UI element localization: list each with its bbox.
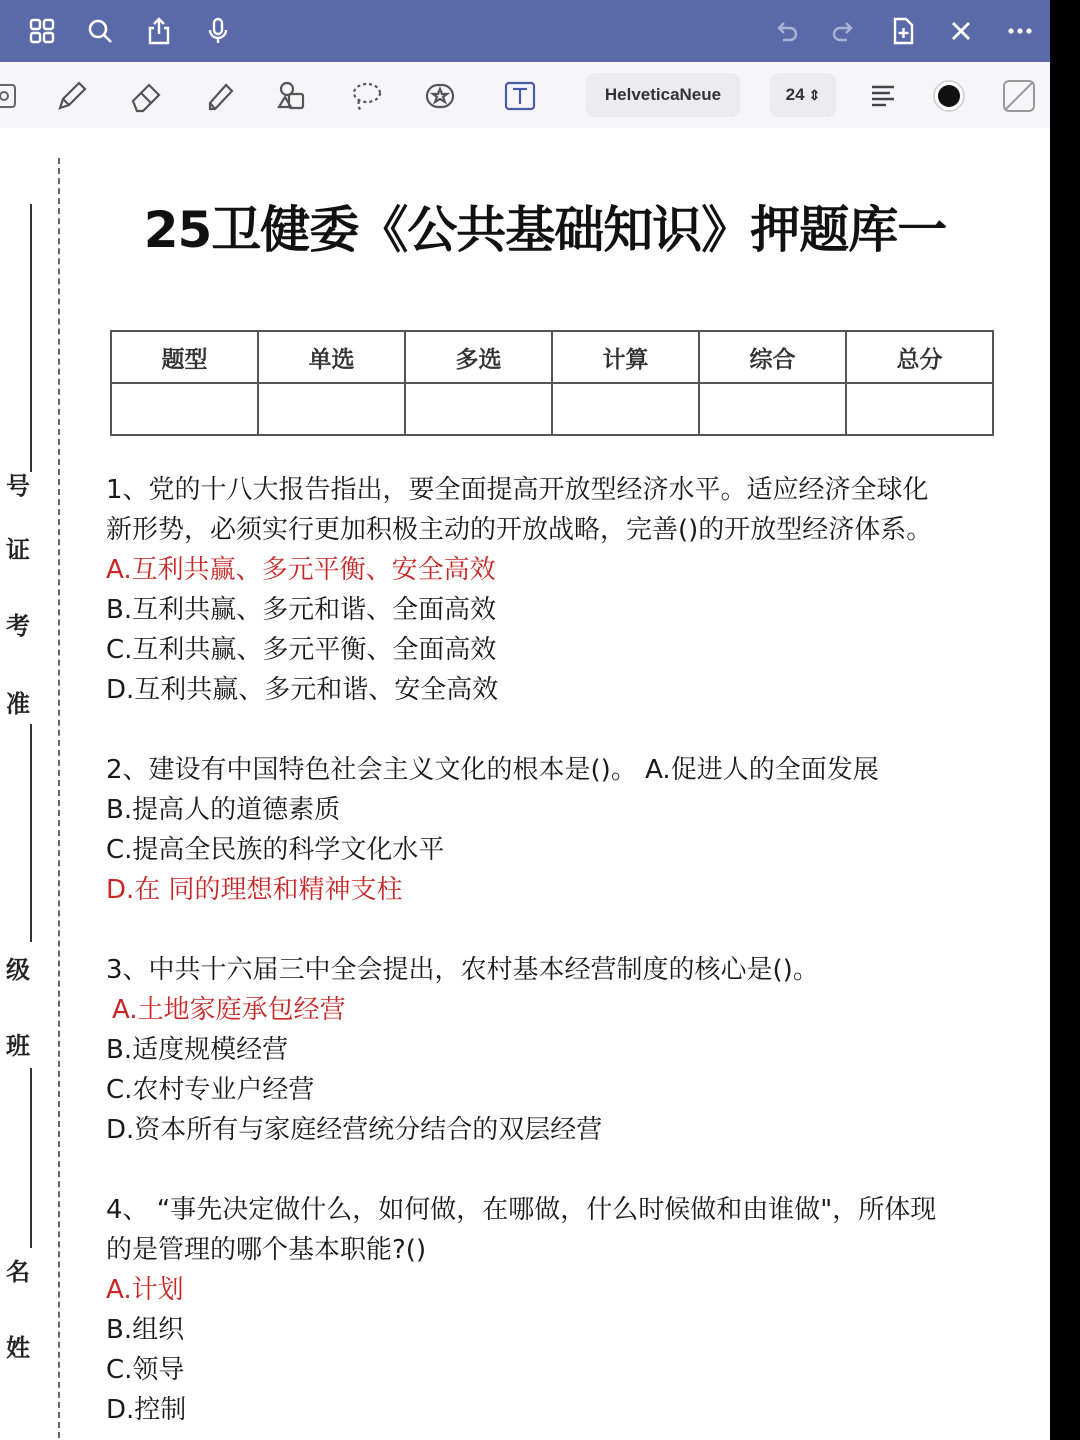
- redo-icon[interactable]: [826, 13, 862, 49]
- pen-tool-icon[interactable]: [50, 74, 94, 118]
- question-text: 1、党的十八大报告指出，要全面提高开放型经济水平。适应经济全球化: [106, 475, 929, 505]
- margin-label: 准: [6, 689, 30, 718]
- share-icon[interactable]: [141, 13, 177, 49]
- question-text: 2、建设有中国特色社会主义文化的根本是()。 A.促进人的全面发展: [106, 755, 879, 785]
- margin-rule: [30, 1068, 32, 1248]
- document-title: 25卫健委《公共基础知识》押题库一: [143, 201, 947, 259]
- score-header-cell: 综合: [699, 331, 846, 383]
- question-list: [106, 470, 1026, 1440]
- option: B.适度规模经营: [106, 1035, 289, 1065]
- score-value-cell[interactable]: [699, 383, 846, 435]
- microphone-icon[interactable]: [200, 13, 236, 49]
- option: C.领导: [106, 1355, 185, 1385]
- question-2: [106, 750, 1026, 910]
- top-bar: [0, 0, 1050, 62]
- add-page-icon[interactable]: [885, 13, 921, 49]
- option: C.农村专业户经营: [106, 1075, 315, 1105]
- score-header-cell: 总分: [846, 331, 993, 383]
- undo-icon[interactable]: [768, 13, 804, 49]
- tool-bar: [0, 62, 1050, 129]
- score-table-value-row: [111, 383, 993, 435]
- question-text: 3、中共十六届三中全会提出，农村基本经营制度的核心是()。: [106, 955, 819, 985]
- eraser-tool-icon[interactable]: [124, 74, 168, 118]
- option: D.控制: [106, 1395, 187, 1425]
- option: C.互利共赢、多元平衡、全面高效: [106, 635, 497, 665]
- lasso-tool-icon[interactable]: [344, 74, 388, 118]
- margin-label: 级: [6, 955, 30, 984]
- font-size-value: 24: [785, 85, 805, 104]
- margin-rule: [30, 724, 32, 942]
- score-value-cell[interactable]: [552, 383, 699, 435]
- option-correct: D.在 同的理想和精神支柱: [106, 875, 403, 905]
- margin-rule: [30, 204, 32, 472]
- option: D.互利共赢、多元和谐、安全高效: [106, 675, 499, 705]
- search-icon[interactable]: [82, 13, 118, 49]
- option-correct: A.互利共赢、多元平衡、安全高效: [106, 555, 496, 585]
- score-header-cell: 计算: [552, 331, 699, 383]
- margin-label: 姓: [6, 1333, 30, 1362]
- score-value-cell[interactable]: [405, 383, 552, 435]
- margin-label: 号: [6, 471, 30, 500]
- document-page[interactable]: [0, 128, 1050, 1440]
- text-tool-icon[interactable]: [498, 74, 542, 118]
- score-header-cell: 单选: [258, 331, 405, 383]
- margin-label: 证: [6, 535, 30, 564]
- font-size-stepper[interactable]: [770, 73, 836, 117]
- stepper-icon: ⇕: [808, 87, 821, 103]
- margin-label: 考: [6, 611, 30, 640]
- more-icon[interactable]: [1002, 13, 1038, 49]
- score-value-cell[interactable]: [258, 383, 405, 435]
- option: B.组织: [106, 1315, 185, 1345]
- shapes-tool-icon[interactable]: [270, 74, 314, 118]
- grid-view-icon[interactable]: [24, 13, 60, 49]
- option: D.资本所有与家庭经营统分结合的双层经营: [106, 1115, 603, 1145]
- score-table: [110, 330, 994, 436]
- option-correct: A.计划: [106, 1275, 184, 1305]
- background-color-icon[interactable]: [997, 74, 1041, 118]
- binding-margin-line: [58, 158, 60, 1440]
- option: B.互利共赢、多元和谐、全面高效: [106, 595, 497, 625]
- sticker-tool-icon[interactable]: [418, 74, 462, 118]
- question-text: 的是管理的哪个基本职能?(): [106, 1235, 427, 1265]
- align-text-icon[interactable]: [861, 74, 905, 118]
- score-value-cell[interactable]: [111, 383, 258, 435]
- font-selector[interactable]: HelveticaNeue: [586, 73, 740, 117]
- question-1: [106, 470, 1026, 710]
- option-correct: A.土地家庭承包经营: [112, 995, 346, 1025]
- question-3: [106, 950, 1026, 1150]
- question-text: 新形势，必须实行更加积极主动的开放战略，完善()的开放型经济体系。: [106, 515, 933, 545]
- close-icon[interactable]: [943, 13, 979, 49]
- score-header-cell: 多选: [405, 331, 552, 383]
- question-4: [106, 1190, 1026, 1430]
- score-value-cell[interactable]: [846, 383, 993, 435]
- question-text: 4、 “事先决定做什么，如何做，在哪做，什么时候做和由谁做"，所体现: [106, 1195, 937, 1225]
- margin-label: 班: [6, 1031, 30, 1060]
- score-table-header-row: [111, 331, 993, 383]
- view-tool-icon[interactable]: [0, 74, 26, 118]
- color-picker-button[interactable]: [927, 74, 971, 118]
- score-header-cell: 题型: [111, 331, 258, 383]
- margin-label: 名: [6, 1257, 30, 1286]
- highlighter-tool-icon[interactable]: [198, 74, 242, 118]
- option: C.提高全民族的科学文化水平: [106, 835, 445, 865]
- option: B.提高人的道德素质: [106, 795, 341, 825]
